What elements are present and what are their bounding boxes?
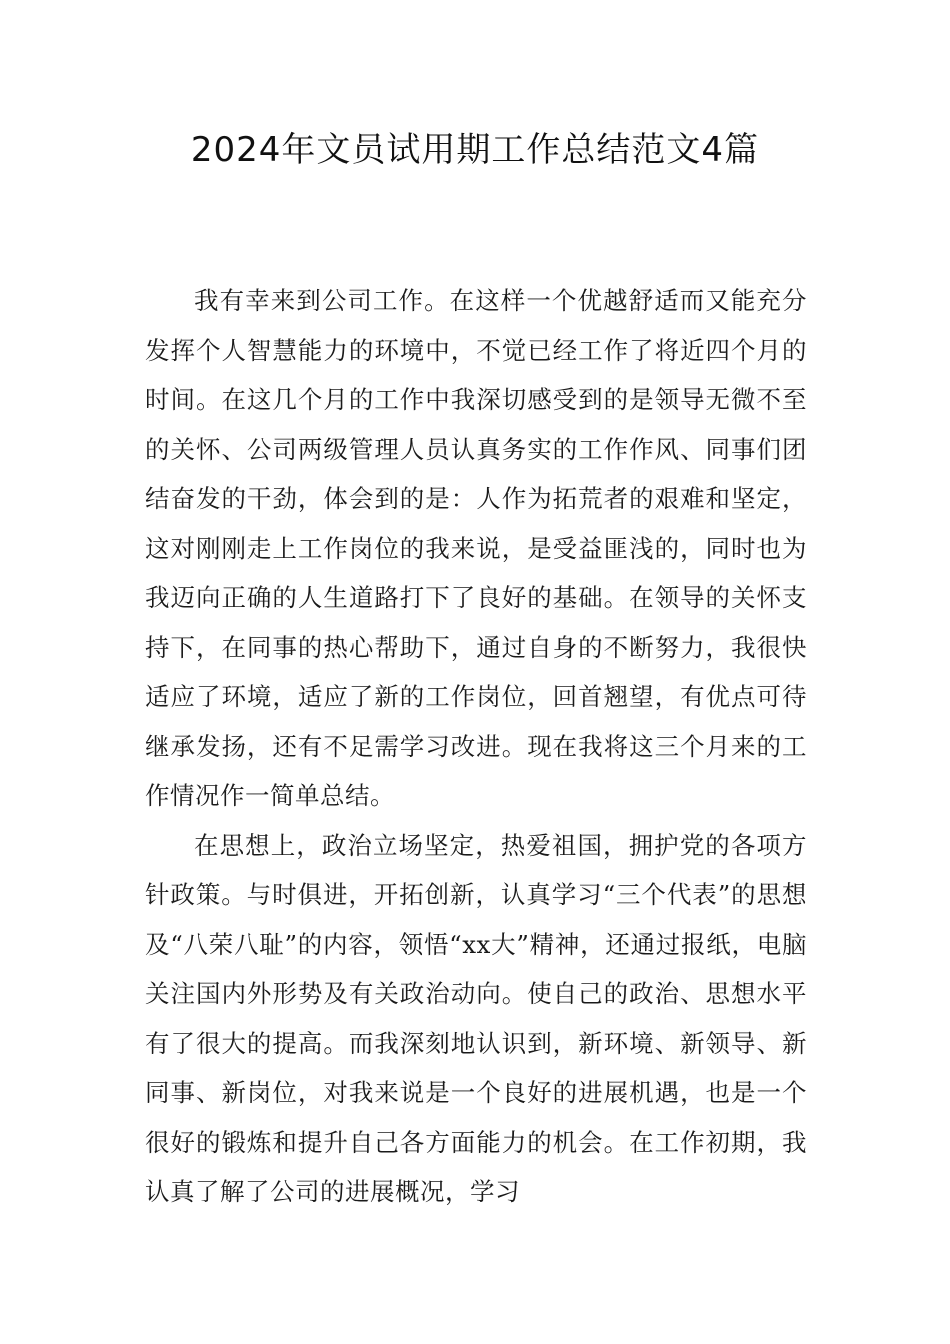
document-body (145, 276, 807, 1217)
paragraph-ideology: 在思想上，政治立场坚定，热爱祖国，拥护党的各项方针政策。与时俱进，开拓创新，认真学习“三个代表”的思想及“八荣八耻”的内容，领悟“xx大”精神，还通过报纸，电脑关注国内外形势及有关政治动向。使自己的政治、思想水平有了很大的提高。而我深刻地认识到，新环境、新领导、新同事、新岗位，对我来说是一个良好的进展机遇，也是一个很好的锻炼和提升自己各方面能力的机会。在工作初期，我认真了解了公司的进展概况，学习 (145, 830, 807, 1206)
paragraph-intro: 我有幸来到公司工作。在这样一个优越舒适而又能充分发挥个人智慧能力的环境中，不觉已经工作了将近四个月的时间。在这几个月的工作中我深切感受到的是领导无微不至的关怀、公司两级管理人员认真务实的工作作风、同事们团结奋发的干劲，体会到的是：人作为拓荒者的艰难和坚定，这对刚刚走上工作岗位的我来说，是受益匪浅的，同时也为我迈向正确的人生道路打下了良好的基础。在领导的关怀支持下，在同事的热心帮助下，通过自身的不断努力，我很快适应了环境，适应了新的工作岗位，回首翘望，有优点可待继承发扬，还有不足需学习改进。现在我将这三个月来的工作情况作一简单总结。 (145, 286, 807, 810)
document-title: 2024年文员试用期工作总结范文4篇 (190, 130, 760, 170)
